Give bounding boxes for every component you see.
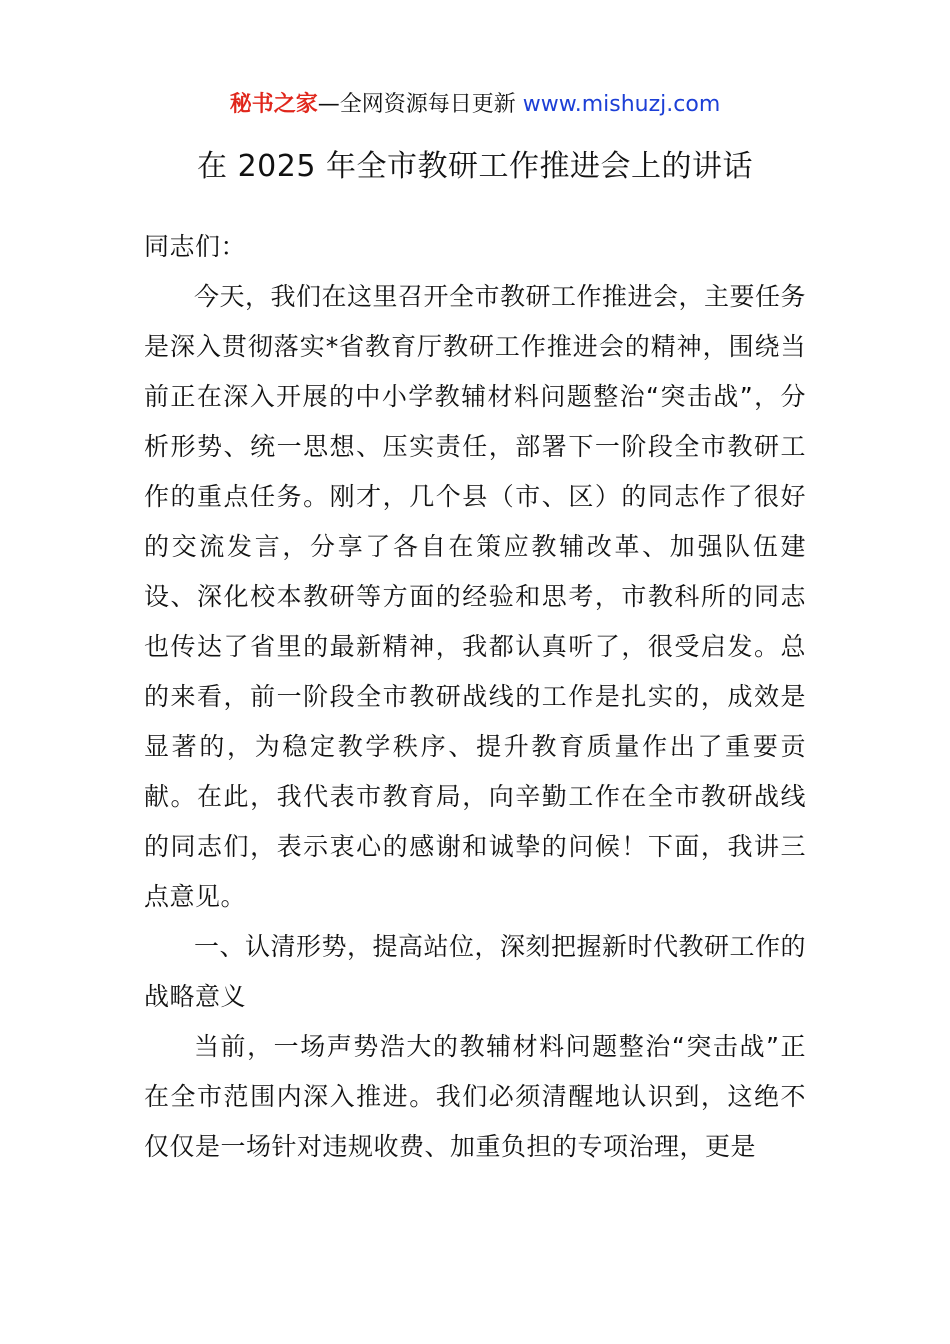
- salutation: 同志们：: [144, 232, 247, 261]
- site-header: [0, 88, 950, 122]
- header-tagline: —全网资源每日更新: [317, 92, 516, 117]
- paragraph-section-1: 当前，一场声势浩大的教辅材料问题整治“突击战”正在全市范围内深入推进。我们必须清醒地认识到，这绝不仅仅是一场针对违规收费、加重负担的专项治理，更是: [144, 1032, 806, 1161]
- brand-name: 秘书之家: [229, 92, 318, 117]
- paragraph-intro: 今天，我们在这里召开全市教研工作推进会，主要任务是深入贯彻落实*省教育厅教研工作推进会的精神，围绕当前正在深入开展的中小学教辅材料问题整治“突击战”，分析形势、统一思想、压实责任，部署下一阶段全市教研工作的重点任务。刚才，几个县（市、区）的同志作了很好的交流发言，分享了各自在策应教辅改革、加强队伍建设、深化校本教研等方面的经验和思考，市教科所的同志也传达了省里的最新精神，我都认真听了，很受启发。总的来看，前一阶段全市教研战线的工作是扎实的，成效是显著的，为稳定教学秩序、提升教育质量作出了重要贡献。在此，我代表市教育局，向辛勤工作在全市教研战线的同志们，表示衷心的感谢和诚挚的问候！下面，我讲三点意见。: [144, 282, 807, 911]
- section-heading-1: 一、认清形势，提高站位，深刻把握新时代教研工作的战略意义: [144, 932, 807, 1011]
- document-title: 在 2025 年全市教研工作推进会上的讲话: [197, 149, 753, 184]
- document-body: [144, 222, 806, 1172]
- site-url-link[interactable]: www.mishuzj.com: [522, 92, 721, 117]
